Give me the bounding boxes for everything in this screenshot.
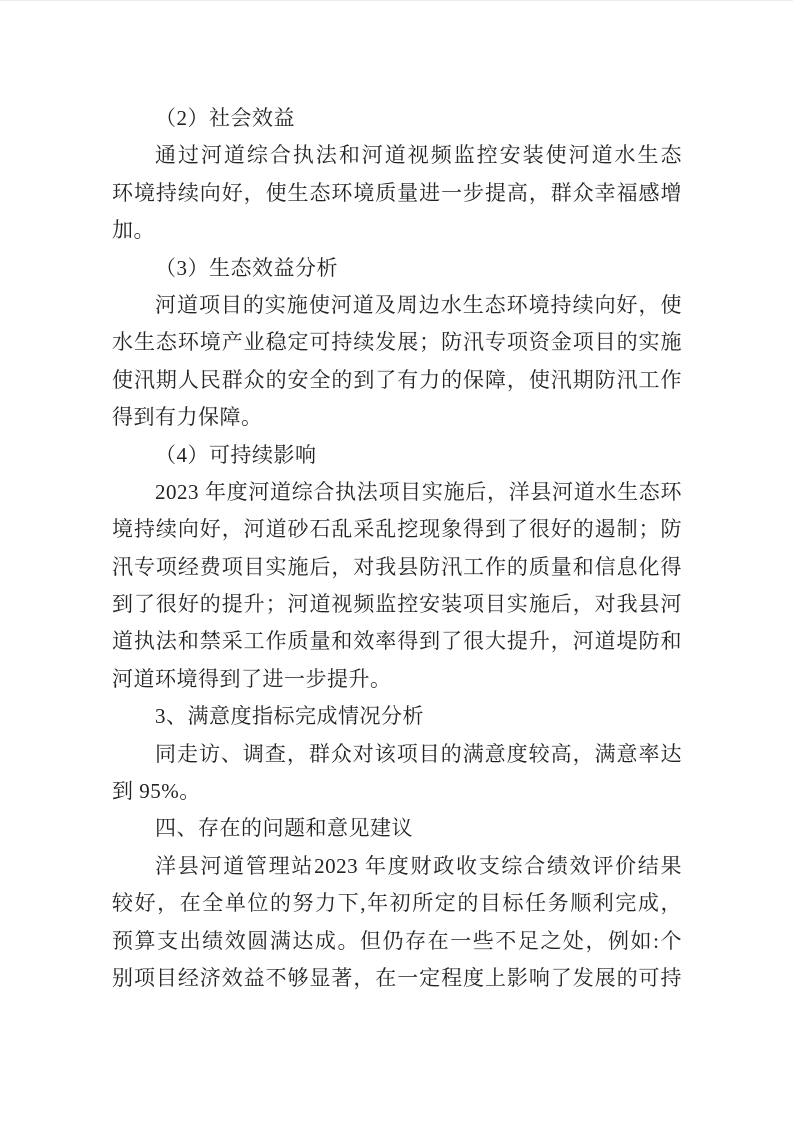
body-line: 别项目经济效益不够显著，在一定程度上影响了发展的可持 [112, 965, 682, 990]
body-line: 水生态环境产业稳定可持续发展；防汛专项资金项目的实施 [112, 330, 682, 355]
body-line: 洋县河道管理站2023 年度财政收支综合绩效评价结果 [155, 853, 682, 878]
body-line: 较好，在全单位的努力下,年初所定的目标任务顺利完成， [112, 891, 682, 916]
body-line: 境持续向好，河道砂石乱采乱挖现象得到了很好的遏制；防 [112, 517, 682, 542]
body-line: 2023 年度河道综合执法项目实施后，洋县河道水生态环 [155, 479, 682, 504]
body-line: 环境持续向好，使生态环境质量进一步提高，群众幸福感增 [112, 180, 682, 205]
body-line: 使汛期人民群众的安全的到了有力的保障，使汛期防汛工作 [112, 367, 682, 392]
heading-line: 3、满意度指标完成情况分析 [155, 704, 424, 729]
heading-line: （3）生态效益分析 [155, 255, 338, 280]
page-top-edge [0, 0, 793, 1]
body-line: 通过河道综合执法和河道视频监控安装使河道水生态 [155, 143, 682, 168]
heading-line: 四、存在的问题和意见建议 [155, 816, 413, 841]
body-line: 得到有力保障。 [112, 405, 263, 430]
heading-line: （2）社会效益 [155, 106, 295, 130]
body-line: 同走访、调查，群众对该项目的满意度较高，满意率达 [155, 741, 682, 766]
body-line: 河道项目的实施使河道及周边水生态环境持续向好，使 [155, 292, 682, 317]
body-line: 加。 [112, 218, 155, 243]
body-line: 到 95%。 [112, 779, 201, 804]
body-line: 汛专项经费项目实施后，对我县防汛工作的质量和信息化得 [112, 554, 682, 579]
body-line: 道执法和禁采工作质量和效率得到了很大提升，河道堤防和 [112, 629, 682, 654]
heading-line: （4）可持续影响 [155, 442, 317, 467]
body-line: 预算支出绩效圆满达成。但仍存在一些不足之处，例如:个 [112, 928, 682, 953]
body-line: 河道环境得到了进一步提升。 [112, 666, 392, 691]
document-text [112, 100, 682, 997]
body-line: 到了很好的提升；河道视频监控安装项目实施后，对我县河 [112, 592, 682, 617]
